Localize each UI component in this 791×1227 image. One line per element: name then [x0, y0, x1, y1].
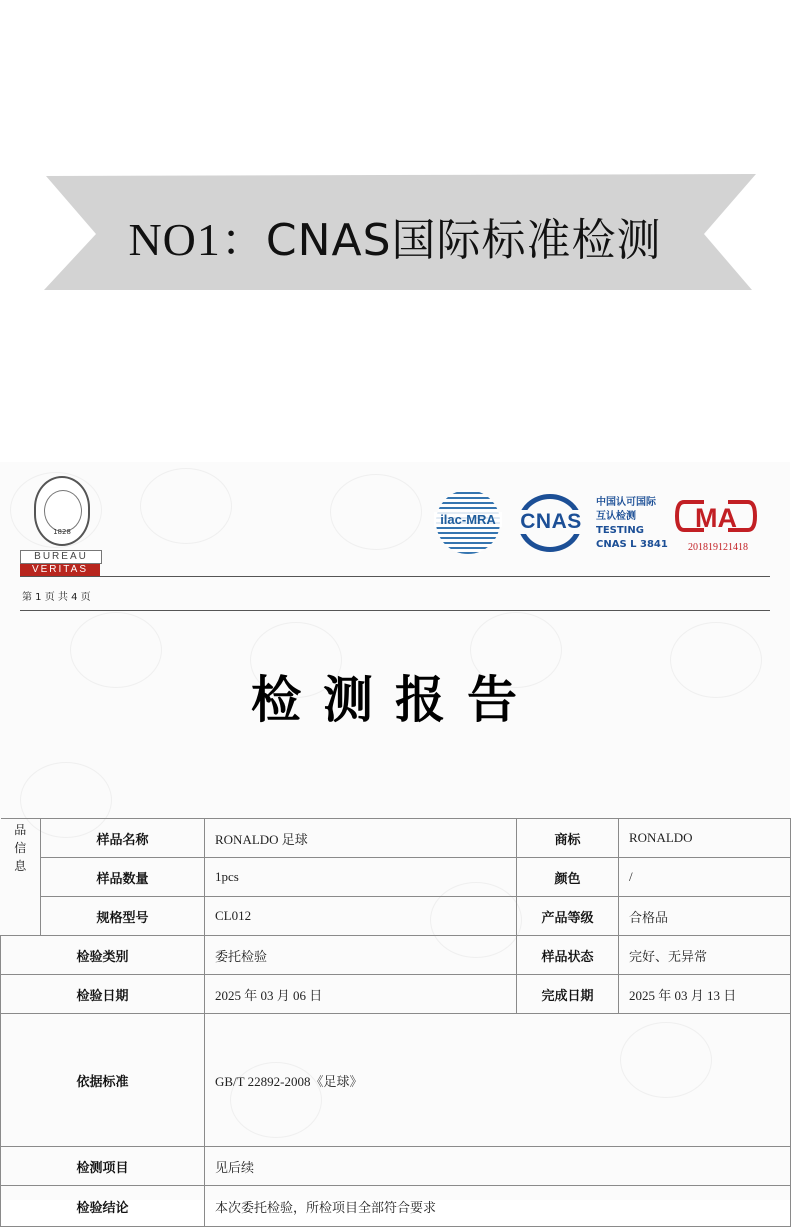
- cnas-info-line: CNAS L 3841: [596, 539, 668, 550]
- test-items-label: 检测项目: [1, 1147, 205, 1186]
- cnas-info-line: 中国认可国际: [596, 497, 656, 508]
- table-row: [1, 819, 791, 858]
- table-row: [1, 1186, 791, 1227]
- grade-label: 产品等级: [517, 897, 619, 936]
- sample-status-value: 完好、无异常: [619, 936, 791, 975]
- test-items-value: 见后续: [205, 1147, 791, 1186]
- ilac-mra-logo: [434, 490, 502, 558]
- watermark-seal: [140, 468, 232, 544]
- header-divider: [20, 576, 770, 577]
- sample-quantity-value: 1pcs: [205, 858, 517, 897]
- sample-info-table: [0, 818, 791, 1227]
- inspection-date-value: 2025 年 03 月 06 日: [205, 975, 517, 1014]
- banner-title-prefix: NO1: [128, 214, 221, 265]
- bureau-veritas-logo: [20, 476, 100, 576]
- grade-value: 合格品: [619, 897, 791, 936]
- inspection-type-label: 检验类别: [1, 936, 205, 975]
- sample-name-value: RONALDO 足球: [205, 819, 517, 858]
- color-label: 颜色: [517, 858, 619, 897]
- sample-info-side-label: 品 信 息: [1, 819, 41, 936]
- cma-number: 201819121418: [688, 542, 748, 553]
- table-row: [1, 1014, 791, 1147]
- completion-date-label: 完成日期: [517, 975, 619, 1014]
- cnas-info-line: 互认检测: [596, 511, 636, 522]
- standard-value: GB/T 22892-2008《足球》: [205, 1014, 791, 1147]
- report-title: 检测报告: [251, 671, 539, 729]
- ilac-mra-text: ilac-MRA: [434, 512, 502, 527]
- bureau-veritas-word-top: BUREAU: [20, 550, 102, 564]
- table-row: [1, 975, 791, 1014]
- table-row: [1, 858, 791, 897]
- sample-status-label: 样品状态: [517, 936, 619, 975]
- svg-text:MA: MA: [695, 503, 737, 533]
- header-divider-bottom: [20, 610, 770, 611]
- cma-mark-icon: [674, 498, 758, 534]
- table-row: [1, 1147, 791, 1186]
- cnas-accreditation-info: [596, 496, 668, 552]
- completion-date-value: 2025 年 03 月 13 日: [619, 975, 791, 1014]
- cnas-logo-text: CNAS: [514, 510, 588, 534]
- sample-quantity-label: 样品数量: [41, 858, 205, 897]
- trademark-value: RONALDO: [619, 819, 791, 858]
- model-label: 规格型号: [41, 897, 205, 936]
- banner-title: [0, 204, 790, 268]
- conclusion-value: 本次委托检验，所检项目全部符合要求: [205, 1186, 791, 1227]
- bureau-veritas-seal: [34, 476, 90, 546]
- color-value: /: [619, 858, 791, 897]
- banner-title-text: ：CNAS国际标准检测: [220, 215, 662, 266]
- bureau-veritas-year: 1828: [53, 528, 71, 536]
- inspection-date-label: 检验日期: [1, 975, 205, 1014]
- standard-label: 依据标准: [1, 1014, 205, 1147]
- cma-logo: [672, 498, 764, 558]
- sample-name-label: 样品名称: [41, 819, 205, 858]
- inspection-type-value: 委托检验: [205, 936, 517, 975]
- bureau-veritas-word-bottom: VERITAS: [20, 564, 100, 576]
- test-report-sheet: [0, 462, 790, 1216]
- trademark-label: 商标: [517, 819, 619, 858]
- banner-section: [0, 0, 790, 440]
- table-row: [1, 897, 791, 936]
- model-value: CL012: [205, 897, 517, 936]
- page-indicator: 第 1 页 共 4 页: [22, 592, 91, 603]
- table-row: [1, 936, 791, 975]
- conclusion-label: 检验结论: [1, 1186, 205, 1227]
- cnas-logo: [514, 494, 588, 554]
- cnas-info-line: TESTING: [596, 525, 644, 536]
- watermark-seal: [330, 474, 422, 550]
